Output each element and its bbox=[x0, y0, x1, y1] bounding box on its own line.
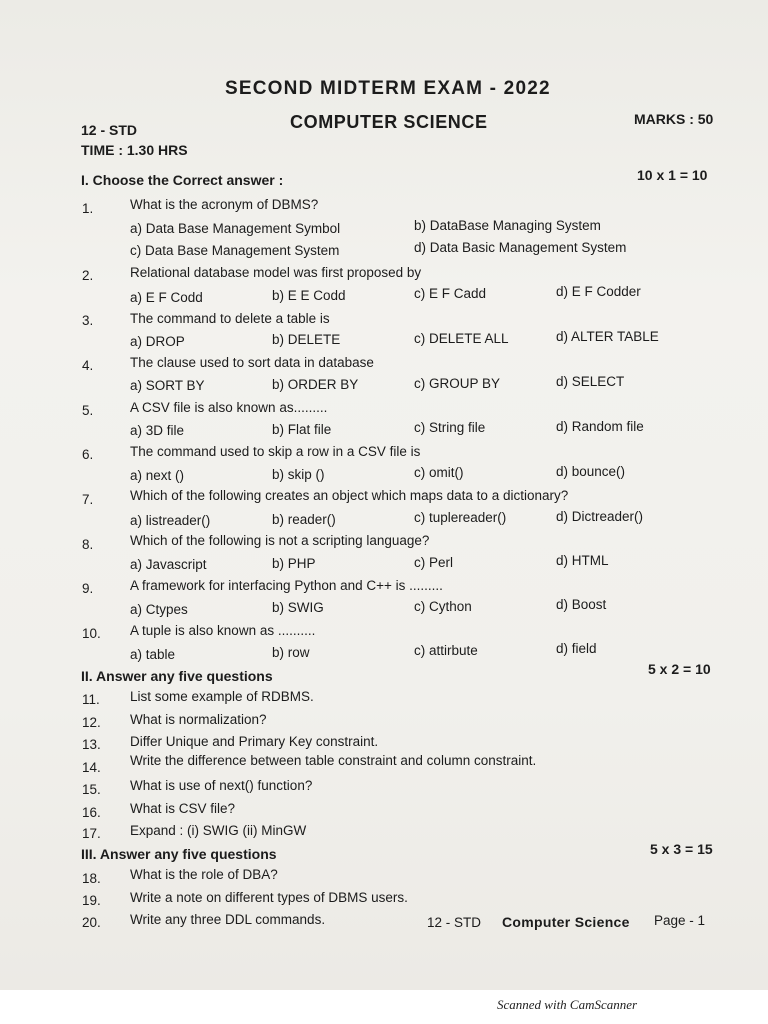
question-text: Expand : (i) SWIG (ii) MinGW bbox=[130, 823, 307, 838]
option-b: b) Flat file bbox=[272, 422, 332, 437]
option-a: a) DROP bbox=[130, 334, 185, 349]
question-number: 18. bbox=[82, 871, 101, 886]
question-number: 9. bbox=[82, 581, 94, 596]
question-text: The command used to skip a row in a CSV file is bbox=[130, 444, 421, 459]
option-c: c) attirbute bbox=[414, 643, 478, 658]
exam-title: SECOND MIDTERM EXAM - 2022 bbox=[225, 78, 551, 99]
question-text: What is the acronym of DBMS? bbox=[130, 197, 319, 212]
section-2-marks: 5 x 2 = 10 bbox=[648, 661, 711, 677]
option-d: d) Data Basic Management System bbox=[414, 240, 627, 255]
option-a: a) listreader() bbox=[130, 513, 211, 528]
option-a: a) next () bbox=[130, 468, 185, 483]
option-d: d) bounce() bbox=[556, 464, 626, 479]
option-b: b) DELETE bbox=[272, 332, 341, 347]
option-d: d) ALTER TABLE bbox=[556, 329, 659, 344]
section-3-title: III. Answer any five questions bbox=[81, 846, 277, 862]
standard-label: 12 - STD bbox=[81, 122, 138, 138]
question-text: The clause used to sort data in database bbox=[130, 355, 374, 370]
question-number: 13. bbox=[82, 737, 101, 752]
option-b: b) ORDER BY bbox=[272, 377, 359, 392]
option-c: c) omit() bbox=[414, 465, 464, 480]
section-1-marks: 10 x 1 = 10 bbox=[637, 167, 708, 183]
option-b: b) E E Codd bbox=[272, 288, 346, 303]
option-a: a) Data Base Management Symbol bbox=[130, 221, 341, 236]
question-number: 5. bbox=[82, 403, 94, 418]
option-c: c) String file bbox=[414, 420, 486, 435]
question-text: Write the difference between table constraint and column constraint. bbox=[130, 753, 537, 768]
question-text: What is the role of DBA? bbox=[130, 867, 278, 882]
question-number: 10. bbox=[82, 626, 101, 641]
footer-page-number: Page - 1 bbox=[654, 913, 706, 928]
exam-time: TIME : 1.30 HRS bbox=[81, 142, 188, 158]
question-text: Which of the following creates an object which maps data to a dictionary? bbox=[130, 488, 569, 503]
option-c: c) E F Cadd bbox=[414, 286, 487, 301]
subject-title: COMPUTER SCIENCE bbox=[290, 112, 488, 132]
question-number: 20. bbox=[82, 915, 101, 930]
option-b: b) PHP bbox=[272, 556, 316, 571]
option-a: a) E F Codd bbox=[130, 290, 203, 305]
section-1-title: I. Choose the Correct answer : bbox=[81, 172, 284, 188]
option-c: c) tuplereader() bbox=[414, 510, 507, 525]
option-b: b) SWIG bbox=[272, 600, 324, 615]
option-c: c) DELETE ALL bbox=[414, 331, 509, 346]
option-b: b) DataBase Managing System bbox=[414, 218, 601, 233]
question-text: List some example of RDBMS. bbox=[130, 689, 314, 704]
option-c: c) Cython bbox=[414, 599, 472, 614]
question-number: 2. bbox=[82, 268, 94, 283]
option-b: b) reader() bbox=[272, 512, 336, 527]
question-text: Differ Unique and Primary Key constraint. bbox=[130, 734, 379, 749]
question-text: Write any three DDL commands. bbox=[130, 912, 326, 927]
question-number: 16. bbox=[82, 805, 101, 820]
question-number: 19. bbox=[82, 893, 101, 908]
section-2-title: II. Answer any five questions bbox=[81, 668, 273, 684]
question-number: 8. bbox=[82, 537, 94, 552]
option-d: d) field bbox=[556, 641, 597, 656]
question-text: Write a note on different types of DBMS users. bbox=[130, 890, 408, 905]
scanner-watermark: Scanned with CamScanner bbox=[497, 997, 638, 1012]
footer-subject: Computer Science bbox=[502, 914, 630, 930]
footer-standard: 12 - STD bbox=[427, 915, 482, 930]
question-number: 3. bbox=[82, 313, 94, 328]
option-d: d) Dictreader() bbox=[556, 509, 644, 524]
option-c: c) GROUP BY bbox=[414, 376, 501, 391]
total-marks: MARKS : 50 bbox=[634, 111, 714, 127]
option-a: a) Javascript bbox=[130, 557, 207, 572]
question-text: Relational database model was first proposed by bbox=[130, 265, 422, 280]
question-text: Which of the following is not a scripting language? bbox=[130, 533, 430, 548]
option-a: a) 3D file bbox=[130, 423, 185, 438]
question-text: A framework for interfacing Python and C++ is ......... bbox=[130, 578, 443, 593]
question-number: 4. bbox=[82, 358, 94, 373]
option-a: a) Ctypes bbox=[130, 602, 188, 617]
option-d: d) Random file bbox=[556, 419, 644, 434]
option-c: c) Perl bbox=[414, 555, 454, 570]
option-a: a) SORT BY bbox=[130, 378, 205, 393]
question-text: A CSV file is also known as......... bbox=[130, 400, 328, 415]
option-c: c) Data Base Management System bbox=[130, 243, 340, 258]
question-number: 17. bbox=[82, 826, 101, 841]
option-d: d) Boost bbox=[556, 597, 607, 612]
question-text: What is use of next() function? bbox=[130, 778, 313, 793]
question-text: What is CSV file? bbox=[130, 801, 236, 816]
option-d: d) E F Codder bbox=[556, 284, 641, 299]
option-a: a) table bbox=[130, 647, 176, 662]
option-b: b) row bbox=[272, 645, 310, 660]
question-number: 12. bbox=[82, 715, 101, 730]
question-number: 15. bbox=[82, 782, 101, 797]
question-text: What is normalization? bbox=[130, 712, 267, 727]
option-d: d) SELECT bbox=[556, 374, 625, 389]
question-number: 11. bbox=[82, 692, 100, 707]
question-text: The command to delete a table is bbox=[130, 311, 330, 326]
option-b: b) skip () bbox=[272, 467, 325, 482]
question-number: 1. bbox=[82, 201, 94, 216]
section-3-marks: 5 x 3 = 15 bbox=[650, 841, 713, 857]
question-text: A tuple is also known as .......... bbox=[130, 623, 316, 638]
question-number: 7. bbox=[82, 492, 94, 507]
question-number: 14. bbox=[82, 760, 101, 775]
question-number: 6. bbox=[82, 447, 94, 462]
option-d: d) HTML bbox=[556, 553, 609, 568]
